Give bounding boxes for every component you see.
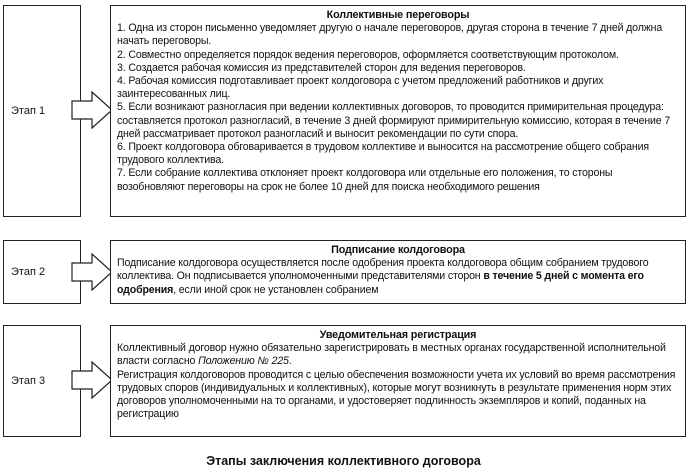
stage-2-title: Подписание колдоговора: [331, 244, 465, 256]
stage-2-text: [117, 257, 679, 297]
stage-2-arrow-icon: [72, 254, 114, 290]
stage-3-title: Уведомительная регистрация: [319, 329, 477, 341]
stage-2-text-end: , если иной срок не установлен собранием: [173, 283, 379, 296]
stage-3-label-box: [3, 325, 81, 437]
stage-3-p1-end: .: [288, 355, 292, 368]
stage-1-step-2: 2. Совместно определяется порядок ведения переговоров, оформляется соответствующим протоколом.: [117, 48, 619, 61]
stage-1-step-4: 4. Рабочая комиссия подготавливает проект колдоговора с учетом предложений работников и других заинтересованных лиц.: [117, 75, 604, 101]
stage-2-content: [110, 240, 686, 304]
stage-3-paragraph-1: [117, 342, 679, 368]
stage-1-step-5: 5. Если возникают разногласия при ведении коллективных договоров, то проводится примирительная процедура: составляется протокол разногласий, в течение 3 дней формируют примирительную комиссию, которая в течение 7 дней рассматривает протокол разногласий и выносит рекомендации по сути спора.: [117, 101, 671, 140]
stage-2-label-box: [3, 240, 81, 304]
stage-1-label-box: [3, 5, 81, 217]
stage-1-step-1: 1. Одна из сторон письменно уведомляет другую о начале переговоров, другая сторона в течение 7 дней должна начать переговоры.: [117, 22, 663, 48]
stage-1-content: [110, 5, 686, 217]
stage-3-regulation-ref: Положению № 225: [198, 355, 289, 368]
stage-1-step-7: 7. Если собрание коллектива отклоняет проект колдоговора или отдельные его положения, то стороны возобновляют переговоры на срок не более 10 дней для поиска необходимого решения: [117, 167, 613, 193]
stage-1-step-6: 6. Проект колдоговора обговаривается в трудовом коллективе и выносится на рассмотрение общего собрания трудового коллектива.: [117, 141, 649, 167]
stage-1-label: Этап 1: [11, 105, 46, 117]
stage-2-label: Этап 2: [11, 266, 46, 278]
stage-1-arrow-icon: [72, 92, 114, 128]
diagram-caption: Этапы заключения коллективного договора: [206, 454, 481, 468]
stage-1-step-3: 3. Создается рабочая комиссия из представителей сторон для ведения переговоров.: [117, 61, 526, 74]
stage-3-content: [110, 325, 686, 437]
stage-2-deadline: в течение 5 дней с момента его одобрения: [117, 270, 644, 296]
stage-3-p1-start: Коллективный договор нужно обязательно зарегистрировать в местных органах государственной исполнительной власти согласно: [117, 342, 666, 368]
stage-1-title: Коллективные переговоры: [326, 9, 470, 21]
stage-3-label: Этап 3: [11, 375, 46, 387]
stage-3-paragraph-2: Регистрация колдоговоров проводится с целью обеспечения возможности учета их условий во время рассмотрения трудовых споров (индивидуальных и коллективных), которые могут возникнуть в результате применения норм этих договоров уполномоченными на то органами, и удостоверяет подлинность экземпляров и копий, поданных на регистрацию: [117, 368, 676, 421]
stage-3-arrow-icon: [72, 362, 114, 398]
stage-2-text-start: Подписание колдоговора осуществляется после одобрения проекта колдоговора общим собранием трудового коллектива. Он подписывается уполномоченными представителями сторон: [117, 257, 649, 283]
